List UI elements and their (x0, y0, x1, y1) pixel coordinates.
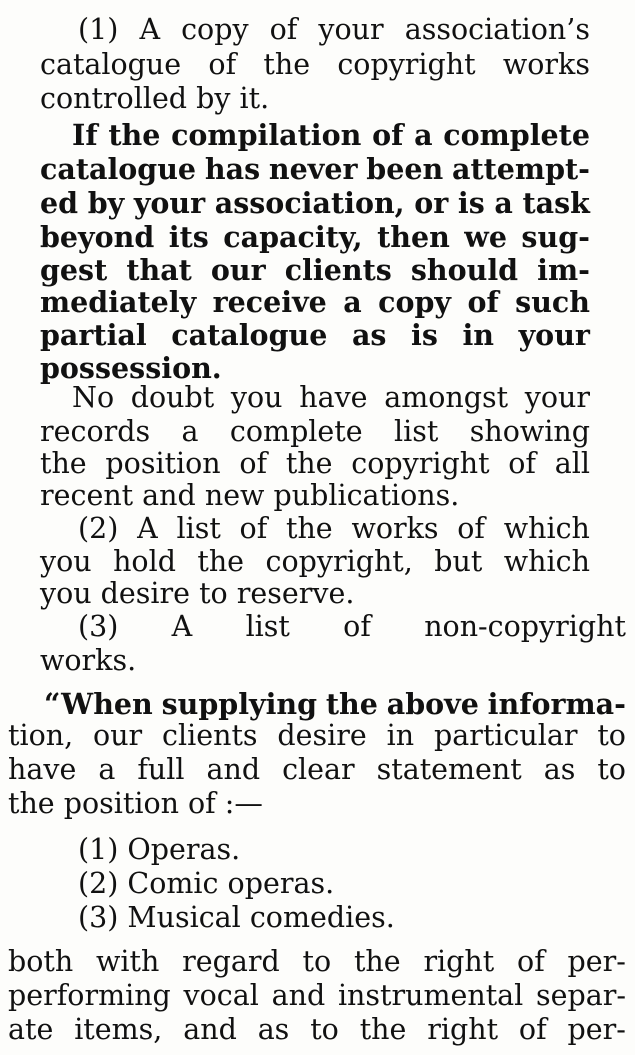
text-line: controlled by it. (40, 82, 270, 115)
text-line: (2) A list of the works of which (78, 512, 590, 545)
list-item: (3) Musical comedies. (78, 901, 395, 934)
text-line: recent and new publications. (40, 479, 460, 512)
text-line: possession. (40, 351, 222, 385)
text-line: have a full and clear statement as to (8, 753, 626, 786)
text-line: No doubt you have amongst your (72, 381, 590, 414)
text-line: ed by your association, or is a task (40, 186, 590, 220)
text-line: works. (40, 644, 137, 677)
text-line: records a complete list showing (40, 415, 590, 448)
text-line: (3) A list of non-copyright (78, 610, 626, 643)
text-line: catalogue has never been attempt- (40, 152, 590, 186)
list-item: (1) Operas. (78, 833, 241, 866)
text-line: catalogue of the copyright works (40, 48, 590, 81)
text-line: you hold the copyright, but which (40, 545, 590, 578)
text-line: gest that our clients should im- (40, 253, 590, 287)
text-line: the position of the copyright of all (40, 447, 590, 480)
text-line: performing vocal and instrumental separ- (8, 979, 626, 1012)
text-line: both with regard to the right of per- (8, 945, 626, 978)
text-line: mediately receive a copy of such (40, 285, 590, 319)
text-line: the position of :— (8, 787, 263, 820)
list-item: (2) Comic operas. (78, 867, 335, 900)
text-line: (1) A copy of your association’s (78, 13, 590, 46)
text-line: “When supplying the above informa- (44, 687, 626, 721)
text-line: beyond its capacity, then we sug- (40, 220, 590, 254)
text-line: tion, our clients desire in particular to (8, 719, 626, 752)
text-line: partial catalogue as is in your (40, 318, 590, 352)
text-line: If the compilation of a complete (72, 118, 590, 152)
text-line: ate items, and as to the right of per- (8, 1013, 626, 1046)
text-line: you desire to reserve. (40, 577, 355, 610)
